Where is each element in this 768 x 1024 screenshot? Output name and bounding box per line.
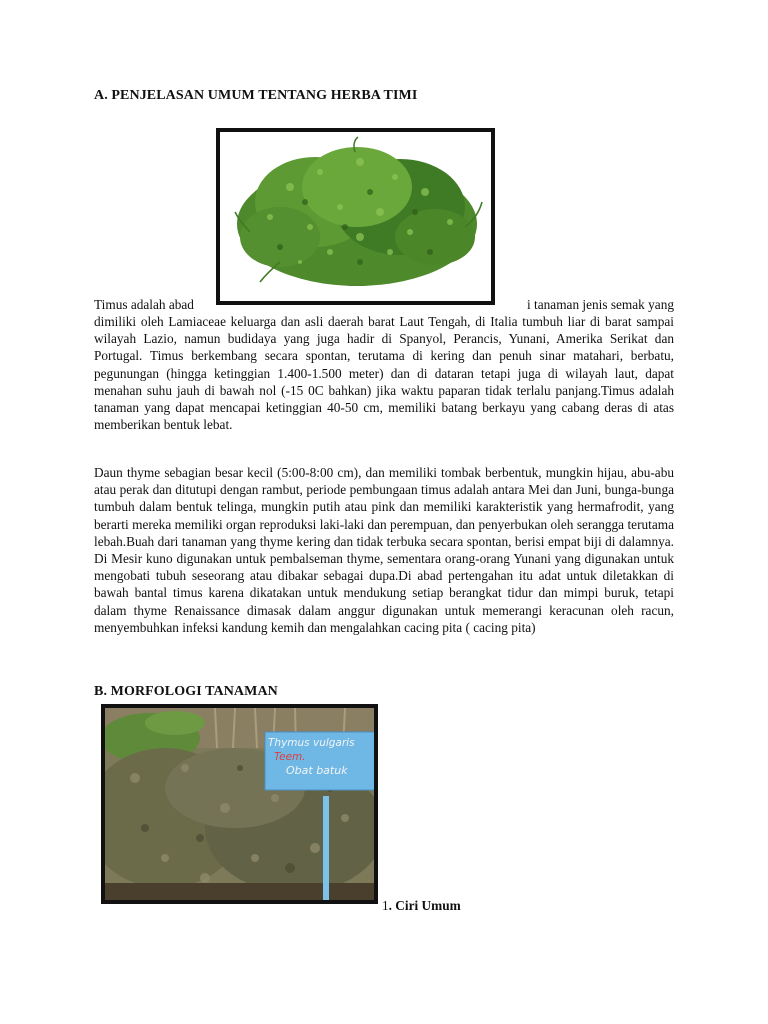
line-left-text: Timus adalah abad [94,297,194,312]
line-right-text: i tanaman jenis semak yang [527,297,674,312]
sign-species-text: Thymus vulgaris [268,737,355,749]
ciri-title: . Ciri Umum [388,898,461,913]
thyme-pot-photo [216,128,495,305]
thyme-field-photo [101,704,378,904]
section-b-heading: B. MORFOLOGI TANAMAN [94,684,278,699]
paragraph2-body: Daun thyme sebagian besar kecil (5:00-8:00 cm), dan memiliki tombak berbentuk, mungkin hijau, abu-abu atau perak dan ditutupi dengan rambut, periode pembungaan timus adalah antara Mei dan Juni, bunga-bunga tumbuh dalam bentuk telinga, mungkin putih atau pink dan memiliki karakteristik yang hermafrodit, yang berarti mereka memiliki organ reproduksi laki-laki dan perempuan, dan penyerbukan oleh serangga terutama lebah.Buah dari tanaman yang thyme kering dan tidak terbuka secara spontan, berisi empat biji di dalamnya. Di Mesir kuno digunakan untuk pembalseman thyme, sementara orang-orang Yunani yang digunakan untuk mengobati tubuh seseorang atau dibakar sebagai dupa.Di abad pertengahan itu adat untuk diletakkan di bawah bantal timus karena dikatakan untuk mendukung setiap berangkat tidur dan mimpi buruk, tetapi dalam thyme Renaissance dimasak dalam anggur digunakan untuk memerangi keracunan oleh racun, menyembuhkan infeksi kandung kemih dan mengalahkan cacing pita ( cacing pita) [94,465,674,635]
thyme-pot-illustration [220,132,491,301]
plant-sign [268,736,376,778]
section-a-heading: A. PENJELASAN UMUM TENTANG HERBA TIMI [94,88,418,103]
ciri-umum-label [382,898,461,914]
sign-use-text: Obat batuk [286,764,348,777]
paragraph1-body: dimiliki oleh Lamiaceae keluarga dan asli daerah barat Laut Tengah, di Italia tumbuh liar di barat sampai wilayah Lazio, namun budidaya yang juga hadir di Spanyol, Perancis, Yunani, Amerika Serikat dan Portugal. Timus berkembang secara spontan, terutama di kering dan penuh sinar matahari, berbatu, pegunungan (hingga ketinggian 1.400-1.500 meter) dan di dataran tetapi juga di wilayah laut, dapat menahan suhu jauh di bawah nol (-15 0C bahkan) jika waktu paparan tidak terlalu panjang.Timus adalah tanaman yang dapat mencapai ketinggian 40-50 cm, memiliki batang berkayu yang cabang deras di atas memberikan bentuk lebat. [94,314,674,433]
sign-name-text: Teem. [274,751,306,763]
ciri-number: 1 [382,898,389,913]
